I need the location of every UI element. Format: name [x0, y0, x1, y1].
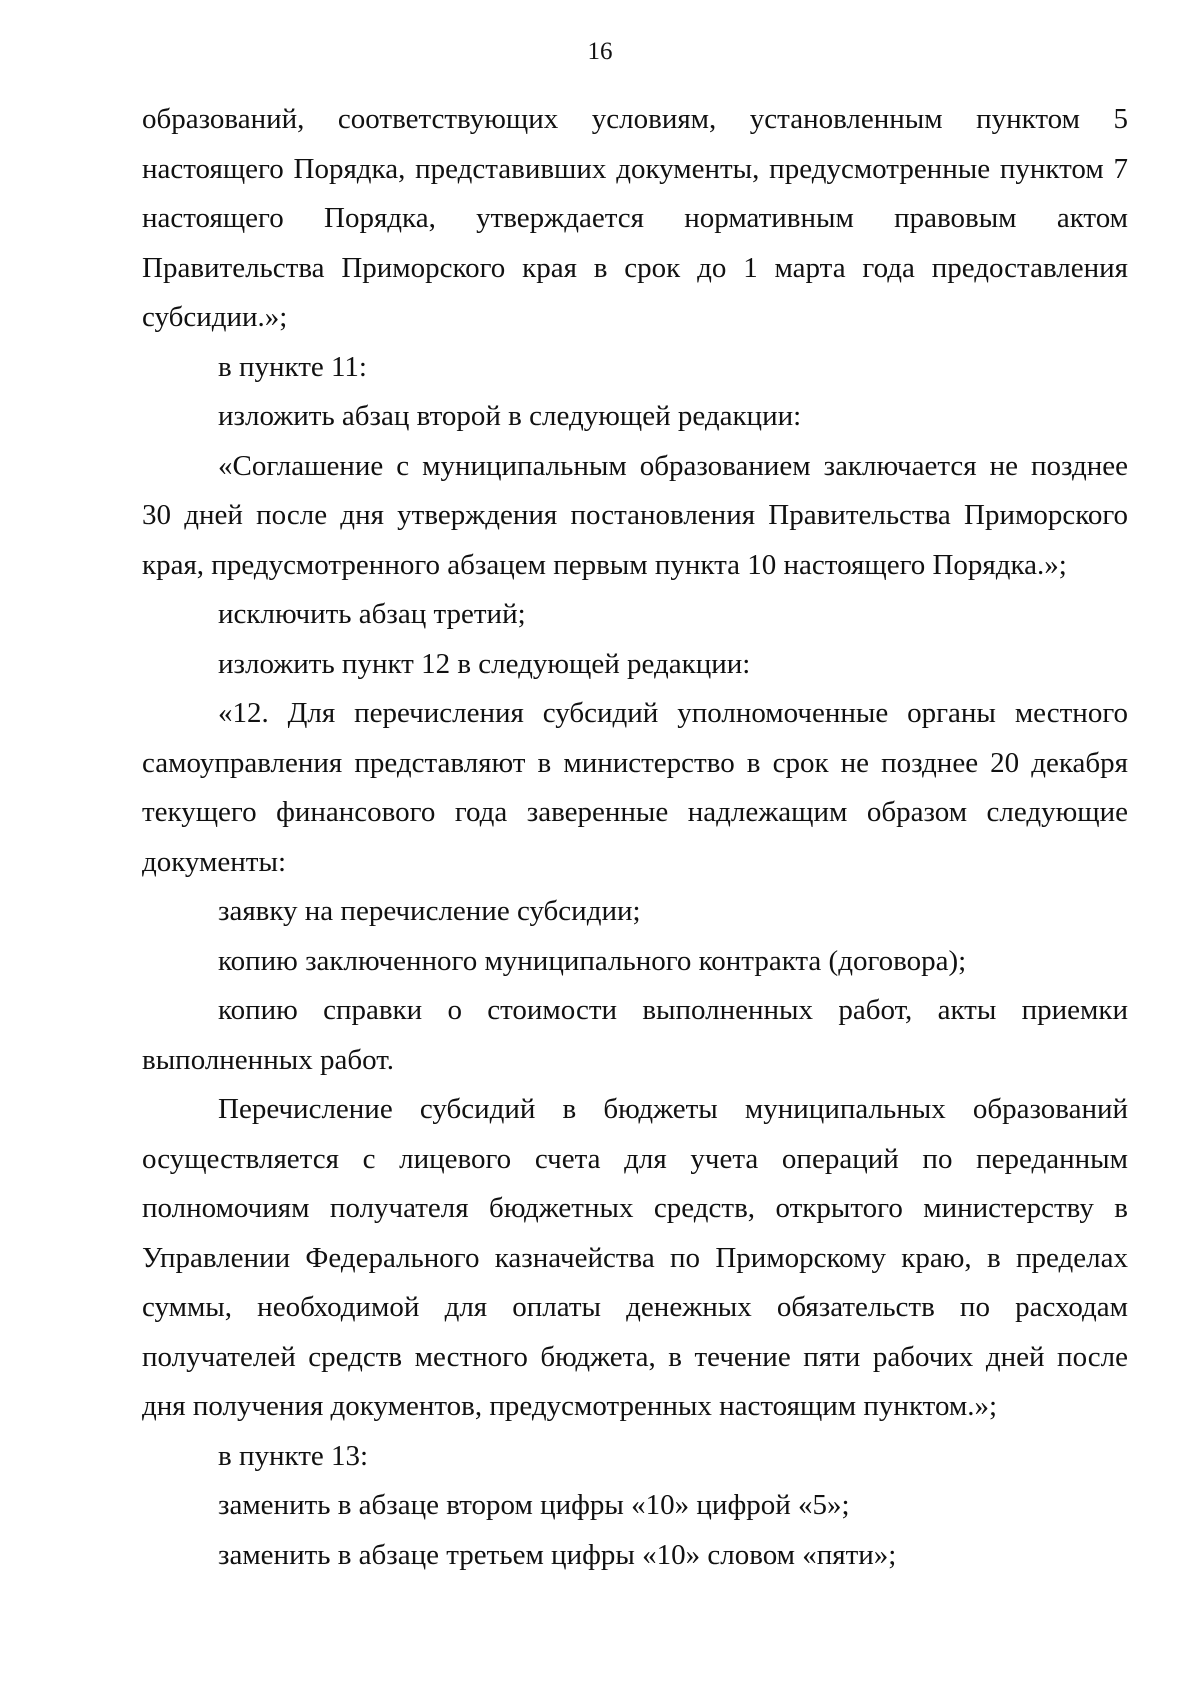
paragraph-amend-point-12: изложить пункт 12 в следующей редакции:	[218, 647, 751, 680]
page-number: 16	[587, 38, 613, 65]
paragraph-point-11-heading: в пункте 11:	[218, 350, 367, 383]
paragraph-contract-copy: копию заключенного муниципального контракта (договора);	[218, 944, 967, 977]
paragraph-agreement-quote: «Соглашение с муниципальным образованием заключается не позднее 30 дней после дня утверждения постановления Правительства Приморского края, предусмотренного абзацем первым пункта 10 настоящего Порядка.»;	[142, 449, 1128, 581]
paragraph-point-12-quote: «12. Для перечисления субсидий уполномоченные органы местного самоуправления представляют в министерство в срок не позднее 20 декабря текущего финансового года заверенные надлежащим образом следующие документы:	[142, 697, 1128, 878]
paragraph-application: заявку на перечисление субсидии;	[218, 895, 641, 927]
paragraph-point-13-heading: в пункте 13:	[218, 1439, 369, 1472]
paragraph-amend-second: изложить абзац второй в следующей редакции:	[218, 400, 802, 432]
paragraph-replace-second: заменить в абзаце втором цифры «10» цифрой «5»;	[218, 1489, 850, 1521]
paragraph-replace-third: заменить в абзаце третьем цифры «10» словом «пяти»;	[218, 1538, 897, 1571]
paragraph-continuation: образований, соответствующих условиям, установленным пунктом 5 настоящего Порядка, представивших документы, предусмотренные пунктом 7 настоящего Порядка, утверждается нормативным правовым актом Правительства Приморского края в срок до 1 марта года предоставления субсидии.»;	[142, 103, 1128, 333]
paragraph-certificate-copy: копию справки о стоимости выполненных работ, акты приемки выполненных работ.	[142, 994, 1128, 1076]
document-body	[142, 95, 1128, 1580]
paragraph-transfer: Перечисление субсидий в бюджеты муниципальных образований осуществляется с лицевого счета для учета операций по переданным полномочиям получателя бюджетных средств, открытого министерству в Управлении Федерального казначейства по Приморскому краю, в пределах суммы, необходимой для оплаты денежных обязательств по расходам получателей средств местного бюджета, в течение пяти рабочих дней после дня получения документов, предусмотренных настоящим пунктом.»;	[142, 1093, 1128, 1422]
paragraph-exclude-third: исключить абзац третий;	[218, 598, 526, 630]
